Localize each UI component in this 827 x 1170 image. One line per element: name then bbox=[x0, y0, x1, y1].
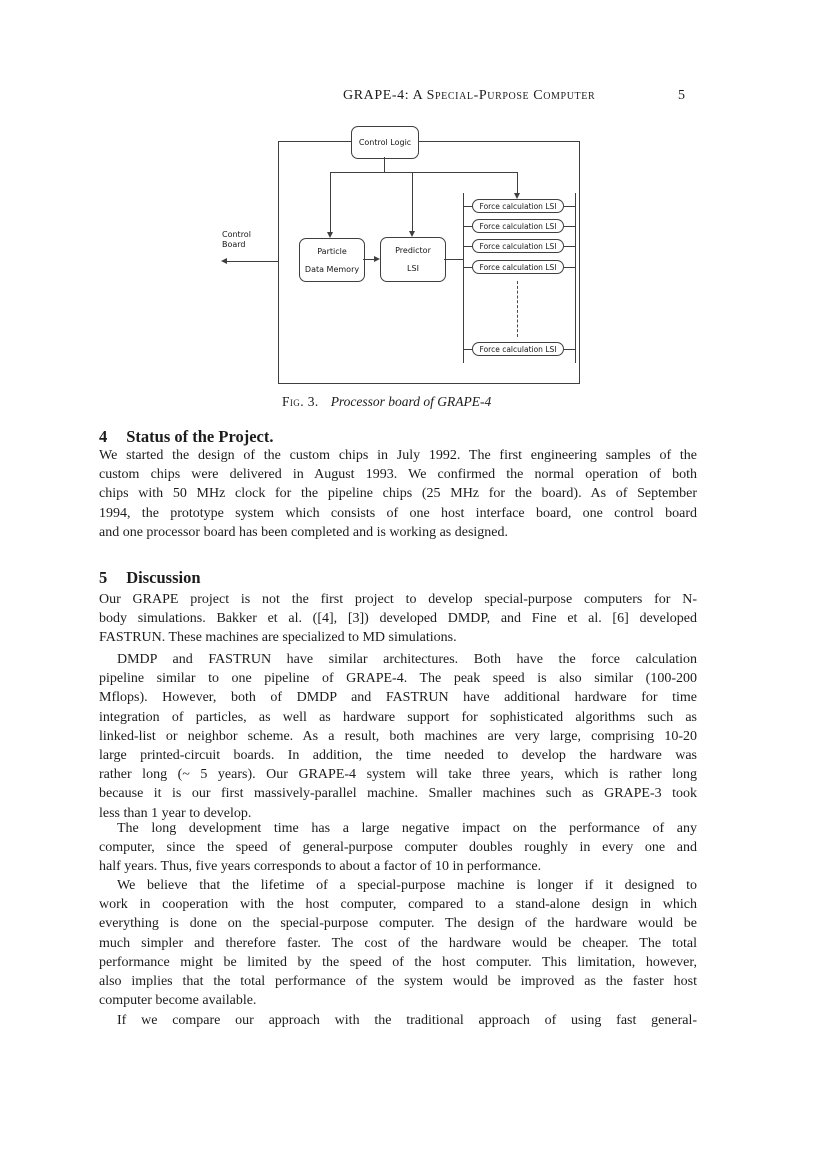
section-number: 4 bbox=[99, 427, 108, 446]
arrowhead-left-icon bbox=[221, 258, 227, 264]
force-lsi-row bbox=[463, 219, 575, 233]
text-line: because it is our first massively-parallel machine. Smaller machines such as GRAPE-3 took bbox=[99, 786, 697, 802]
text-line: Mflops). However, both of DMDP and FASTRUN have additional hardware for time bbox=[99, 690, 697, 706]
continuation-dashed-line bbox=[517, 281, 518, 337]
section-title: Discussion bbox=[126, 568, 201, 587]
force-lsi-pill: Force calculation LSI bbox=[472, 342, 564, 356]
text-line: computer become available. bbox=[99, 993, 257, 1009]
arrowhead-right-icon bbox=[374, 256, 380, 262]
text-line: less than 1 year to develop. bbox=[99, 805, 252, 821]
text-line: large printed-circuit boards. In addition, the time needed to develop the hardware was bbox=[99, 748, 697, 764]
lsi-right-bus-line bbox=[575, 193, 576, 363]
force-lsi-row bbox=[463, 260, 575, 274]
predictor-lsi-box bbox=[380, 237, 446, 282]
text-line: We believe that the lifetime of a special-purpose machine is longer if it designed to bbox=[117, 878, 697, 893]
pill-connector bbox=[463, 206, 472, 207]
particle-data-memory-box bbox=[299, 238, 365, 282]
header-title: GRAPE-4: A Special-Purpose Computer bbox=[343, 88, 596, 103]
pill-connector bbox=[463, 226, 472, 227]
text-line: half years. Thus, five years corresponds to about a factor of 10 in performance. bbox=[99, 859, 542, 875]
particle-data-memory-label: Particle bbox=[317, 246, 347, 256]
control-board-line bbox=[226, 261, 278, 262]
text-line: The long development time has a large negative impact on the performance of any bbox=[117, 821, 697, 836]
text-line: rather long (~ 5 years). Our GRAPE-4 system will take three years, which is rather long bbox=[99, 767, 697, 783]
text-line: work in cooperation with the host computer, compared to a stand-alone design in which bbox=[99, 897, 697, 913]
paragraph bbox=[99, 446, 697, 542]
force-lsi-pill: Force calculation LSI bbox=[472, 260, 564, 274]
text-line: 1994, the prototype system which consists of one host interface board, one control board bbox=[99, 505, 697, 521]
force-lsi-pill: Force calculation LSI bbox=[472, 219, 564, 233]
paragraph bbox=[99, 590, 697, 648]
force-lsi-row bbox=[463, 342, 575, 356]
text-line: custom chips were delivered in August 1993. We confirmed the normal operation of both bbox=[99, 467, 697, 483]
force-lsi-row bbox=[463, 239, 575, 253]
pill-connector bbox=[564, 246, 575, 247]
caption-label: Fig. 3. bbox=[282, 394, 319, 409]
text-line: integration of particles, as well as hardware support for sophisticated algorithms such as bbox=[99, 709, 697, 725]
text-line: pipeline similar to one pipeline of GRAPE-4. The peak speed is also similar (100-200 bbox=[99, 671, 697, 687]
particle-data-memory-label: Data Memory bbox=[304, 264, 360, 274]
text-line: much simpler and therefore faster. The cost of the hardware would be cheaper. The total bbox=[99, 935, 697, 951]
text-line: chips with 50 MHz clock for the pipeline chips (25 MHz for the board). As of September bbox=[99, 486, 697, 502]
section-title: Status of the Project. bbox=[126, 427, 274, 446]
control-board-label bbox=[222, 230, 251, 250]
text-line: and one processor board has been completed and is working as designed. bbox=[99, 524, 508, 540]
pill-connector bbox=[564, 267, 575, 268]
text-line: linked-list or neighbor scheme. As a result, both machines are very large, comprising 10-20 bbox=[99, 728, 697, 744]
pill-connector bbox=[463, 267, 472, 268]
figure-caption bbox=[282, 394, 491, 410]
page-number: 5 bbox=[678, 88, 685, 103]
pill-connector bbox=[463, 349, 472, 350]
section-5-heading bbox=[99, 568, 697, 588]
distribution-bus-line bbox=[330, 172, 518, 173]
pill-connector bbox=[564, 206, 575, 207]
paragraph bbox=[99, 1011, 697, 1030]
pill-connector bbox=[463, 246, 472, 247]
section-4-heading bbox=[99, 427, 697, 447]
connector-line bbox=[517, 172, 518, 194]
connector-line bbox=[412, 172, 413, 232]
pill-connector bbox=[564, 349, 575, 350]
force-lsi-row bbox=[463, 199, 575, 213]
text-line: If we compare our approach with the traditional approach of using fast general- bbox=[117, 1013, 697, 1028]
control-board-label-line: Control bbox=[222, 230, 251, 239]
text-line: body simulations. Bakker et al. ([4], [3]) developed DMDP, and Fine et al. [6] developed bbox=[99, 611, 697, 627]
paragraph bbox=[99, 819, 697, 877]
control-logic-label: Control Logic bbox=[358, 138, 412, 147]
text-line: DMDP and FASTRUN have similar architectures. Both have the force calculation bbox=[117, 652, 697, 667]
text-line: computer, since the speed of general-purpose computer doubles roughly in every one and bbox=[99, 840, 697, 856]
text-line: also implies that the total performance of the system would be improved as the faster host bbox=[99, 974, 697, 990]
force-lsi-pill: Force calculation LSI bbox=[472, 239, 564, 253]
connector-line bbox=[444, 259, 463, 260]
pill-connector bbox=[564, 226, 575, 227]
text-line: performance might be limited by the speed of the host computer. This limitation, however, bbox=[99, 954, 697, 970]
control-board-label-line: Board bbox=[222, 240, 246, 249]
text-line: FASTRUN. These machines are specialized to MD simulations. bbox=[99, 630, 457, 646]
section-number: 5 bbox=[99, 568, 108, 587]
connector-line bbox=[330, 172, 331, 233]
caption-text: Processor board of GRAPE-4 bbox=[330, 394, 492, 409]
text-line: We started the design of the custom chips in July 1992. The first engineering samples of the bbox=[99, 448, 697, 463]
text-line: everything is done on the special-purpose computer. The design of the hardware would be bbox=[99, 916, 697, 932]
predictor-lsi-label: LSI bbox=[407, 264, 419, 273]
paragraph bbox=[99, 876, 697, 1010]
text-line: Our GRAPE project is not the first project to develop special-purpose computers for N- bbox=[99, 592, 697, 607]
control-logic-box bbox=[351, 126, 419, 159]
control-logic-stem-line bbox=[384, 157, 385, 172]
force-lsi-pill: Force calculation LSI bbox=[472, 199, 564, 213]
paragraph bbox=[99, 650, 697, 823]
predictor-lsi-label: Predictor bbox=[395, 246, 431, 255]
